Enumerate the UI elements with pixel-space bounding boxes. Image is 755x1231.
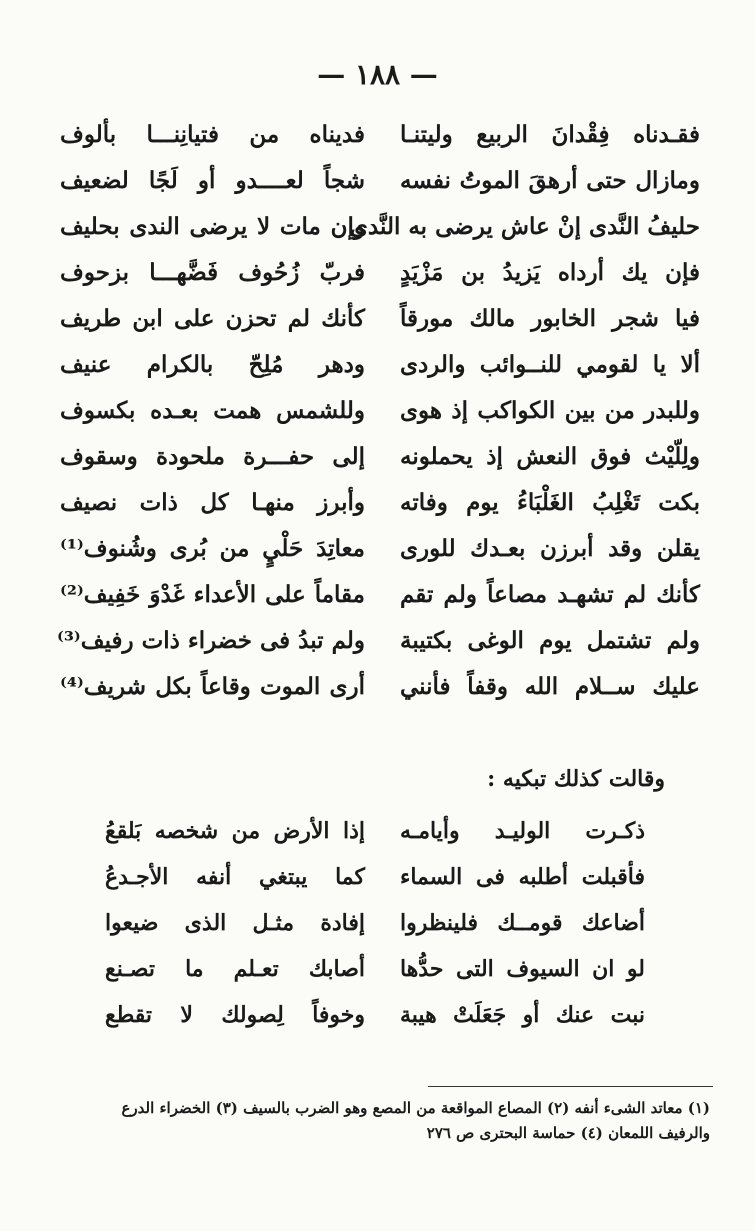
- second-hemistich: ولم تبدُ فى خضراء ذات رفيف⁽³⁾: [56, 627, 365, 654]
- second-hemistich: إلى حفـــرة ملحودة وسقوف: [60, 443, 365, 470]
- poem-intro: وقالت كذلك تبكيه :: [487, 766, 665, 792]
- verse-row: [105, 992, 645, 1038]
- first-hemistich: عليك ســلام الله وقفاً فأنني: [400, 673, 700, 700]
- verse-row: [60, 526, 700, 572]
- second-hemistich: إفادة مثـل الذى ضيعوا: [105, 910, 365, 936]
- second-hemistich: مقاماً على الأعداء غَدْوَ خَفِيف⁽²⁾: [60, 581, 365, 608]
- verse-row: [60, 664, 700, 710]
- verse-row: [60, 250, 700, 296]
- verse-row: [60, 112, 700, 158]
- verse-row: [105, 946, 645, 992]
- first-hemistich: ولِلّيْث فوق النعش إذ يحملونه: [400, 443, 700, 470]
- footnote-line: والرفيف اللمعان (٤) حماسة البحترى ص ٢٧٦: [426, 1124, 710, 1142]
- first-hemistich: ومازال حتى أرهقَ الموتُ نفسه: [400, 167, 700, 194]
- second-hemistich: كما يبتغي أنفه الأجـدعُ: [105, 864, 365, 890]
- verse-row: [60, 480, 700, 526]
- second-poem: [105, 808, 645, 1038]
- second-hemistich: ودهر مُلِحّ بالكرام عنيف: [60, 351, 365, 378]
- second-hemistich: فربّ زُحُوف فَضَّهـــا بزحوف: [60, 259, 365, 286]
- first-hemistich: فيا شجر الخابور مالك مورقاً: [400, 305, 700, 332]
- verse-row: [60, 158, 700, 204]
- verse-row: [60, 296, 700, 342]
- first-hemistich: أضاعك قومــك فلينظروا: [400, 910, 645, 936]
- first-hemistich: يقلن وقد أبرزن بعـدك للورى: [400, 535, 700, 562]
- second-hemistich: وإن مات لا يرضى الندى بحليف: [60, 213, 365, 240]
- first-hemistich: نبت عنك أو جَعَلَتْ هيبة: [400, 1002, 645, 1028]
- first-hemistich: ألا يا لقومي للنــوائب والردى: [400, 351, 700, 378]
- second-hemistich: أصابك تعـلم ما تصـنع: [105, 956, 365, 982]
- first-hemistich: ذكـرت الوليـد وأيامـه: [400, 818, 645, 844]
- first-hemistich: كأنك لم تشهـد مصاعاً ولم تقم: [400, 581, 700, 608]
- footnote-divider: [428, 1086, 713, 1087]
- verse-row: [60, 204, 700, 250]
- second-hemistich: معاتِدَ حَلْيٍ من بُرى وشُنوف⁽¹⁾: [60, 535, 365, 562]
- verse-row: [60, 388, 700, 434]
- second-hemistich: وأبرز منهـا كل ذات نصيف: [60, 489, 365, 516]
- second-hemistich: وللشمس همت بعـده بكسوف: [60, 397, 365, 424]
- second-hemistich: إذا الأرض من شخصه بَلقعُ: [105, 818, 365, 844]
- first-hemistich: ولم تشتمل يوم الوغى بكتيبة: [400, 627, 700, 654]
- second-hemistich: فديناه من فتيانِنـــا بألوف: [60, 121, 365, 148]
- second-hemistich: شجاً لعــــدو أو لَجًا لضعيف: [60, 167, 365, 194]
- verse-row: [60, 434, 700, 480]
- verse-row: [60, 572, 700, 618]
- page-number: — ١٨٨ —: [317, 58, 438, 91]
- verse-row: [56, 618, 700, 664]
- footnotes: [40, 1096, 710, 1146]
- first-hemistich: فإن يك أرداه يَزيدُ بن مَزْيَدٍ: [400, 259, 700, 286]
- first-hemistich: لو ان السيوف التى حدُّها: [400, 956, 645, 982]
- verse-row: [105, 854, 645, 900]
- verse-row: [60, 342, 700, 388]
- first-hemistich: وللبدر من بين الكواكب إذ هوى: [400, 397, 700, 424]
- elegy-poem: [56, 112, 700, 710]
- footnote-line: (١) معاتد الشىء أنفه (٢) المصاع المواقعة من المصع وهو الضرب بالسيف (٣) الخضراء الدرع: [121, 1099, 710, 1117]
- verse-row: [105, 900, 645, 946]
- second-hemistich: كأنك لم تحزن على ابن طريف: [60, 305, 365, 332]
- first-hemistich: بكت تَغْلِبُ الغَلْبَاءُ يوم وفاته: [400, 489, 700, 516]
- first-hemistich: حليفُ النَّدى إنْ عاش يرضى به النَّدى: [349, 213, 700, 240]
- first-hemistich: فأقبلت أطلبه فى السماء: [400, 864, 645, 890]
- second-hemistich: أرى الموت وقاعاً بكل شريف⁽⁴⁾: [60, 673, 365, 700]
- first-hemistich: فقـدناه فِقْدانَ الربيع وليتنـا: [400, 121, 700, 148]
- verse-row: [105, 808, 645, 854]
- second-hemistich: وخوفاً لِصولك لا تقطع: [105, 1002, 365, 1028]
